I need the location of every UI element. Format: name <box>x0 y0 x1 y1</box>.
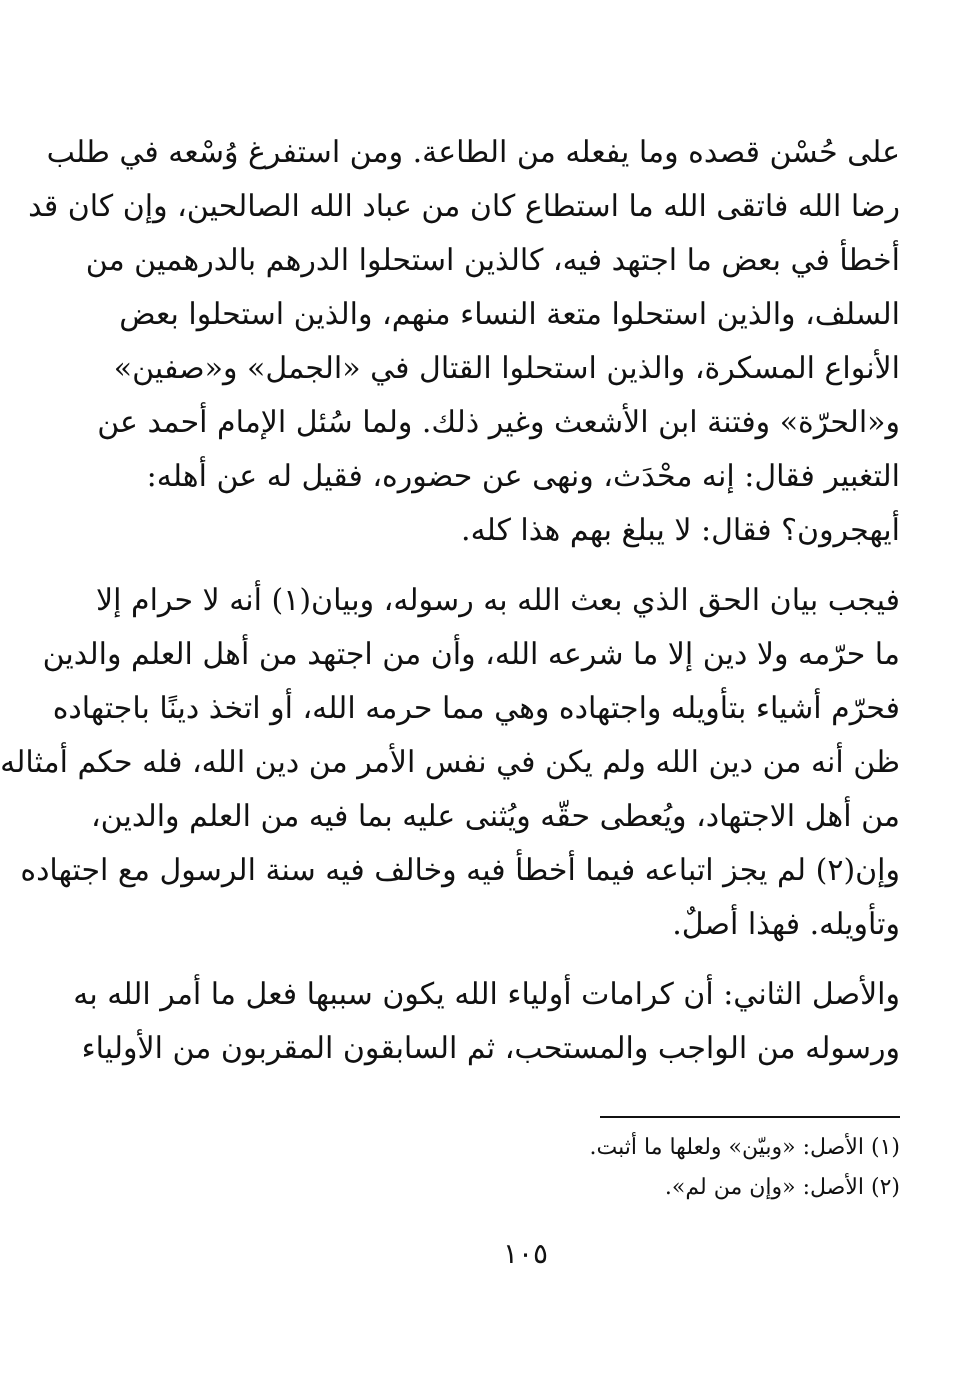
footnotes <box>164 1128 900 1208</box>
text-line: فيجب بيان الحق الذي بعث الله به رسوله، وبيان(١) أنه لا حرام إلا <box>96 583 900 618</box>
footnote-2: (٢) الأصل: «وإن من لم». <box>664 1175 900 1200</box>
text-line: ما حرّمه ولا دين إلا ما شرعه الله، وأن من اجتهد من أهل العلم والدين <box>42 637 900 672</box>
text-line: التغبير فقال: إنه محْدَث، ونهى عن حضوره، فقيل له عن أهله: <box>146 459 900 494</box>
footnote-separator <box>600 1116 900 1118</box>
text-line: ورسوله من الواجب والمستحب، ثم السابقون المقربون من الأولياء <box>81 1031 900 1066</box>
text-line: وإن(٢) لم يجز اتباعه فيما أخطأ فيه وخالف فيه سنة الرسول مع اجتهاده <box>20 853 900 888</box>
paragraph-3 <box>73 968 900 1076</box>
paragraph-1 <box>28 126 900 558</box>
paragraph-2 <box>0 574 900 952</box>
text-line: الأنواع المسكرة، والذين استحلوا القتال في «الجمل» و«صفين» <box>113 351 900 386</box>
text-line: على حُسْن قصده وما يفعله من الطاعة. ومن استفرغ وُسْعه في طلب <box>46 135 900 170</box>
text-line: والأصل الثاني: أن كرامات أولياء الله يكون سببها فعل ما أمر الله به <box>73 977 900 1012</box>
text-line: من أهل الاجتهاد، ويُعطى حقّه ويُثنى عليه بما فيه من العلم والدين، <box>90 799 900 834</box>
text-line: أيهجرون؟ فقال: لا يبلغ بهم هذا كله. <box>461 513 900 548</box>
text-line: السلف، والذين استحلوا متعة النساء منهم، والذين استحلوا بعض <box>119 297 900 332</box>
page-number: ١٠٥ <box>502 1237 549 1270</box>
text-line: أخطأ في بعض ما اجتهد فيه، كالذين استحلوا الدرهم بالدرهمين من <box>85 243 900 278</box>
text-line: رضا الله فاتقى الله ما استطاع كان من عباد الله الصالحين، وإن كان قد <box>28 189 900 224</box>
text-line: ظن أنه من دين الله ولم يكن في نفس الأمر من دين الله، فله حكم أمثاله <box>0 745 900 780</box>
main-text <box>0 126 900 1076</box>
text-line: فحرّم أشياء بتأويله واجتهاده وهي مما حرمه الله، أو اتخذ دينًا باجتهاده <box>52 691 900 726</box>
footnote-1: (١) الأصل: «وبيّن» ولعلها ما أثبت. <box>589 1135 900 1160</box>
text-line: وتأويله. فهذا أصلٌ. <box>672 907 900 942</box>
text-line: و«الحرّة» وفتنة ابن الأشعث وغير ذلك. ولما سُئل الإمام أحمد عن <box>97 405 900 440</box>
